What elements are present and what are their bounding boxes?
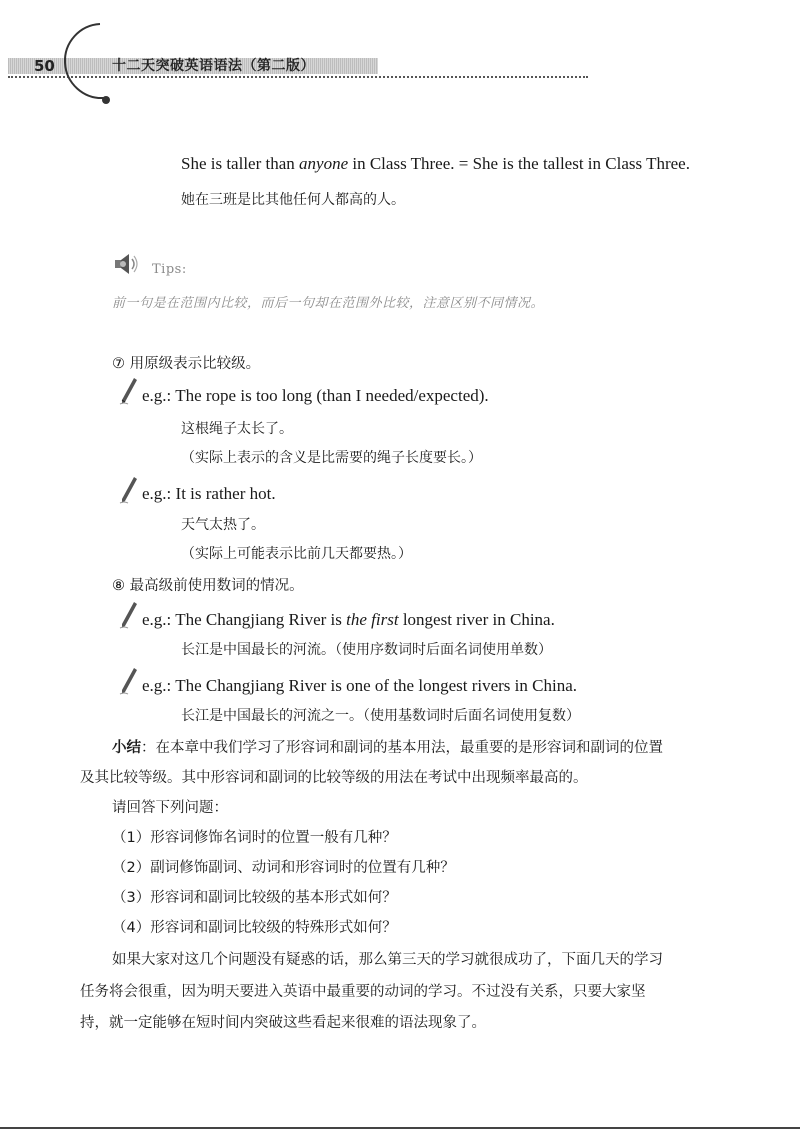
eg-prefix: e.g.: (142, 676, 176, 695)
example-text-a: She is taller than (181, 154, 300, 173)
summary-text: ：在本章中我们学习了形容词和副词的基本用法，最重要的是形容词和副词的位置 (141, 740, 663, 756)
question-3: （3）形容词和副词比较级的基本形式如何？ (112, 890, 397, 906)
ex-text: It is rather hot. (175, 484, 276, 503)
rule8-ex1-en (142, 610, 555, 630)
example-emphasis: anyone (299, 154, 349, 173)
question-4: （4）形容词和副词比较级的特殊形式如何？ (112, 920, 397, 936)
eg-prefix: e.g.: (142, 610, 176, 629)
rule7-ex2-zh: 天气太热了。 (181, 517, 265, 533)
book-title: 十二天突破英语语法（第二版） (112, 58, 315, 74)
summary-line1 (112, 736, 663, 757)
page-number: 50 (34, 57, 55, 75)
page-bottom-rule (0, 1127, 800, 1129)
question-2: （2）副词修饰副词、动词和形容词时的位置有几种？ (112, 860, 455, 876)
ex-emphasis: the first (346, 610, 399, 629)
closing-line3: 持，就一定能够在短时间内突破这些看起来很难的语法现象了。 (80, 1015, 486, 1031)
ex-text-b: longest river in China. (398, 610, 555, 629)
summary-line2: 及其比较等级。其中形容词和副词的比较等级的用法在考试中出现频率最高的。 (80, 770, 588, 786)
eg-prefix: e.g.: (142, 484, 176, 503)
rule8-ex1-zh: 长江是中国最长的河流。（使用序数词时后面名词使用单数） (181, 642, 552, 658)
pen-icon (118, 666, 140, 696)
ex-text: The rope is too long (than I needed/expected). (175, 386, 489, 405)
summary-label: 小结 (112, 740, 141, 756)
rule8-ex2-en (142, 676, 577, 696)
pen-icon (118, 600, 140, 630)
example-sentence-zh: 她在三班是比其他任何人都高的人。 (181, 192, 405, 208)
closing-line2: 任务将会很重，因为明天要进入英语中最重要的动词的学习。不过没有关系，只要大家坚 (80, 984, 646, 1000)
rule7-ex1-note: （实际上表示的含义是比需要的绳子长度要长。） (181, 450, 482, 466)
rule8-heading: ⑧ 最高级前使用数词的情况。 (112, 578, 304, 594)
example-text-b: in Class Three. = She is the tallest in Class Three. (348, 154, 690, 173)
ex-text: The Changjiang River is one of the longest rivers in China. (175, 676, 578, 695)
tips-label: Tips: (152, 262, 187, 277)
rule7-ex1-zh: 这根绳子太长了。 (181, 421, 293, 437)
question-1: （1）形容词修饰名词时的位置一般有几种？ (112, 830, 397, 846)
example-sentence-en (181, 154, 690, 174)
ex-text-a: The Changjiang River is (175, 610, 347, 629)
rule7-ex2-note: （实际上可能表示比前几天都要热。） (181, 546, 412, 562)
tips-text: 前一句是在范围内比较，而后一句却在范围外比较，注意区别不同情况。 (112, 296, 545, 311)
eg-prefix: e.g.: (142, 386, 176, 405)
pen-icon (118, 475, 140, 505)
rule8-ex2-zh: 长江是中国最长的河流之一。（使用基数词时后面名词使用复数） (181, 708, 580, 724)
rule7-heading: ⑦ 用原级表示比较级。 (112, 356, 261, 372)
page-header (0, 0, 800, 110)
header-arc-decoration (60, 20, 120, 110)
speaker-icon (112, 252, 140, 276)
rule7-ex2-en (142, 484, 276, 504)
closing-line1: 如果大家对这几个问题没有疑惑的话，那么第三天的学习就很成功了，下面几天的学习 (112, 952, 663, 968)
pen-icon (118, 376, 140, 406)
rule7-ex1-en (142, 386, 489, 406)
summary-prompt: 请回答下列问题： (112, 800, 228, 816)
